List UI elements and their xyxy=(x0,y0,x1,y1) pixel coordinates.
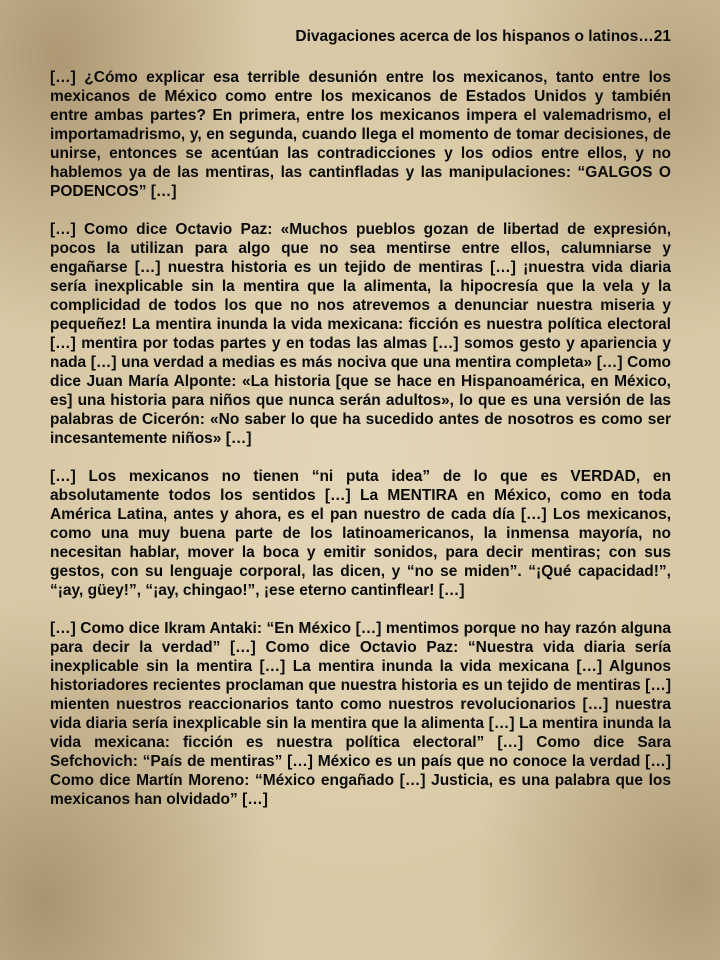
paragraph-ikram-antaki: […] Como dice Ikram Antaki: “En México […] mentimos porque no hay razón alguna para decir la verdad” […] Como dice Octavio Paz: “Nuestra vida diaria sería inexplicable sin la mentira […] La mentira inunda la vida mexicana […] Algunos historiadores recientes proclaman que nuestra historia es un tejido de mentiras […] mienten nuestros reaccionarios tanto como nuestros revolucionarios […] nuestra vida diaria sería inexplicable sin la mentira que la alimenta […] La mentira inunda la vida mexicana: ficción es nuestra política electoral” […] Como dice Sara Sefchovich: “País de mentiras” […] México es un país que no conoce la verdad […] Como dice Martín Moreno: “México engañado […] Justicia, es una palabra que los mexicanos han olvidado” […] xyxy=(50,620,671,808)
paragraph-octavio-paz: […] Como dice Octavio Paz: «Muchos pueblos gozan de libertad de expresión, pocos la utilizan para algo que no sea mentirse entre ellos, calumniarse y engañarse […] nuestra historia es un tejido de mentiras […] ¡nuestra vida diaria sería inexplicable sin la mentira que la alimenta, la hipocresía que la vela y la complicidad de todos los que no nos atrevemos a denunciar nuestra miseria y pequeñez! La mentira inunda la vida mexicana: ficción es nuestra política electoral […] mentira por todas partes y en todas las almas […] somos gesto y apariencia y nada […] una verdad a medias es más nociva que una mentira completa» […] Como dice Juan María Alponte: «La historia [que se hace en Hispanoamérica, en México, es] una historia para niños que nunca serán adultos», lo que es una versión de las palabras de Cicerón: «No saber lo que ha sucedido antes de nosotros es como ser incesantemente niños» […] xyxy=(50,221,671,447)
paragraph-verdad-mentira: […] Los mexicanos no tienen “ni puta idea” de lo que es VERDAD, en absolutamente todos los sentidos […] La MENTIRA en México, como en toda América Latina, antes y ahora, es el pan nuestro de cada día […] Los mexicanos, como una muy buena parte de los latinoamericanos, la inmensa mayoría, no necesitan hablar, mover la boca y emitir sonidos, para decir mentiras; con sus gestos, con su lenguaje corporal, las dicen, y “no se miden”. “¡Qué capacidad!”, “¡ay, güey!”, “¡ay, chingao!”, ¡ese eterno cantinflear! […] xyxy=(50,468,671,599)
document-page xyxy=(50,28,671,828)
page-header: Divagaciones acerca de los hispanos o latinos…21 xyxy=(295,28,671,45)
paragraph-desunion: […] ¿Cómo explicar esa terrible desunión entre los mexicanos, tanto entre los mexicanos de México como entre los mexicanos de Estados Unidos y también entre ambas partes? En primera, entre los mexicanos impera el valemadrismo, el importamadrismo, y, en segunda, cuando llega el momento de tomar decisiones, de unirse, entonces se acentúan las contradicciones y los odios entre ellos, y no hablemos ya de las mentiras, las cantinfladas y las manipulaciones: “GALGOS O PODENCOS” […] xyxy=(50,69,671,200)
